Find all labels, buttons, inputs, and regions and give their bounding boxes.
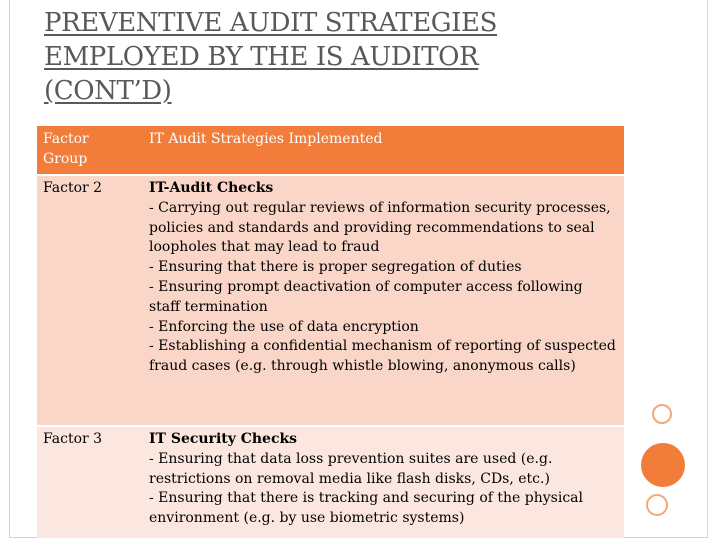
header-strategies: IT Audit Strategies Implemented — [143, 126, 624, 175]
strategies-table — [37, 126, 624, 538]
table-row — [37, 426, 624, 538]
title-line-1: PREVENTIVE AUDIT STRATEGIES — [44, 8, 498, 38]
title-line-3: (CONT’D) — [44, 76, 172, 106]
strategy-line: - Ensuring that data loss prevention suites are used (e.g. restrictions on removal media like flash disks, CDs, etc.) — [149, 450, 553, 487]
strategy-title: IT Security Checks — [149, 431, 298, 447]
strategy-title: IT-Audit Checks — [149, 180, 274, 196]
factor-cell: Factor 2 — [37, 175, 143, 426]
strategy-line: - Enforcing the use of data encryption — [149, 318, 419, 335]
decorative-ring-icon — [652, 404, 672, 424]
strategy-line: - Establishing a confidential mechanism of reporting of suspected fraud cases (e.g. through whistle blowing, anonymous calls) — [149, 338, 616, 375]
strategy-cell — [143, 175, 624, 426]
strategy-line: - Carrying out regular reviews of information security processes, policies and standards and providing recommendations to seal loopholes that may lead to fraud — [149, 199, 611, 256]
header-factor-group: Factor Group — [37, 126, 143, 175]
factor-cell: Factor 3 — [37, 426, 143, 538]
strategy-line: - Ensuring that there is proper segregation of duties — [149, 259, 522, 276]
title-line-2: EMPLOYED BY THE IS AUDITOR — [44, 42, 479, 72]
slide-title — [44, 6, 644, 108]
table-row — [37, 175, 624, 426]
strategy-line: - Ensuring prompt deactivation of computer access following staff termination — [149, 278, 583, 315]
decorative-circle-icon — [641, 443, 685, 487]
strategy-cell — [143, 426, 624, 538]
strategy-line: - Ensuring that there is tracking and securing of the physical environment (e.g. by use biometric systems) — [149, 490, 583, 527]
decorative-ring-icon — [646, 494, 668, 516]
table-header-row — [37, 126, 624, 175]
